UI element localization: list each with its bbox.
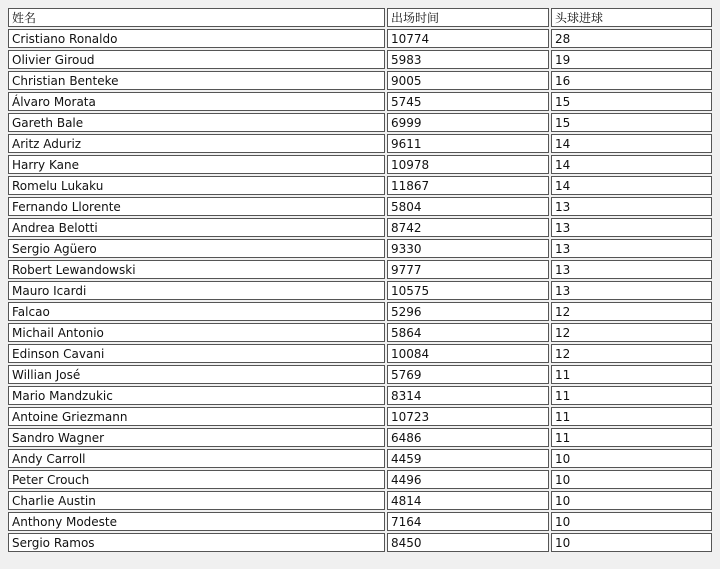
cell-headed-goals: 11 (551, 365, 712, 384)
table-row (8, 407, 712, 426)
cell-player-name: Sergio Ramos (8, 533, 385, 552)
cell-headed-goals: 11 (551, 407, 712, 426)
cell-minutes: 10978 (387, 155, 549, 174)
table-row (8, 323, 712, 342)
table-row (8, 428, 712, 447)
cell-headed-goals: 15 (551, 92, 712, 111)
cell-player-name: Harry Kane (8, 155, 385, 174)
column-header-minutes: 出场时间 (387, 8, 549, 27)
cell-player-name: Andy Carroll (8, 449, 385, 468)
cell-minutes: 9330 (387, 239, 549, 258)
cell-headed-goals: 12 (551, 302, 712, 321)
cell-minutes: 10774 (387, 29, 549, 48)
cell-minutes: 9777 (387, 260, 549, 279)
cell-headed-goals: 15 (551, 113, 712, 132)
cell-headed-goals: 13 (551, 218, 712, 237)
cell-headed-goals: 12 (551, 323, 712, 342)
cell-headed-goals: 11 (551, 428, 712, 447)
cell-player-name: Michail Antonio (8, 323, 385, 342)
cell-minutes: 9005 (387, 71, 549, 90)
table-row (8, 386, 712, 405)
cell-player-name: Romelu Lukaku (8, 176, 385, 195)
table-row (8, 155, 712, 174)
cell-headed-goals: 16 (551, 71, 712, 90)
cell-headed-goals: 11 (551, 386, 712, 405)
table-row (8, 29, 712, 48)
table-row (8, 113, 712, 132)
table-row (8, 50, 712, 69)
cell-minutes: 9611 (387, 134, 549, 153)
cell-headed-goals: 10 (551, 470, 712, 489)
table-row (8, 365, 712, 384)
cell-player-name: Edinson Cavani (8, 344, 385, 363)
cell-headed-goals: 13 (551, 281, 712, 300)
column-header-name: 姓名 (8, 8, 385, 27)
cell-player-name: Gareth Bale (8, 113, 385, 132)
table-row (8, 71, 712, 90)
table-row (8, 197, 712, 216)
cell-minutes: 6486 (387, 428, 549, 447)
cell-player-name: Sergio Agüero (8, 239, 385, 258)
data-table (6, 6, 714, 554)
cell-player-name: Robert Lewandowski (8, 260, 385, 279)
cell-player-name: Aritz Aduriz (8, 134, 385, 153)
table-row (8, 344, 712, 363)
table-row (8, 491, 712, 510)
table-row (8, 218, 712, 237)
table-row (8, 176, 712, 195)
cell-player-name: Anthony Modeste (8, 512, 385, 531)
cell-player-name: Mauro Icardi (8, 281, 385, 300)
cell-minutes: 5296 (387, 302, 549, 321)
cell-headed-goals: 14 (551, 134, 712, 153)
table-row (8, 470, 712, 489)
cell-minutes: 6999 (387, 113, 549, 132)
table-row (8, 134, 712, 153)
table-container (6, 6, 714, 554)
cell-minutes: 10084 (387, 344, 549, 363)
cell-minutes: 7164 (387, 512, 549, 531)
cell-minutes: 8742 (387, 218, 549, 237)
cell-minutes: 4814 (387, 491, 549, 510)
cell-minutes: 11867 (387, 176, 549, 195)
cell-minutes: 4496 (387, 470, 549, 489)
cell-player-name: Falcao (8, 302, 385, 321)
cell-headed-goals: 10 (551, 449, 712, 468)
cell-minutes: 5983 (387, 50, 549, 69)
cell-headed-goals: 13 (551, 197, 712, 216)
cell-minutes: 8450 (387, 533, 549, 552)
cell-player-name: Olivier Giroud (8, 50, 385, 69)
cell-minutes: 5745 (387, 92, 549, 111)
table-row (8, 512, 712, 531)
cell-minutes: 4459 (387, 449, 549, 468)
table-row (8, 260, 712, 279)
cell-minutes: 5769 (387, 365, 549, 384)
cell-player-name: Christian Benteke (8, 71, 385, 90)
table-row (8, 302, 712, 321)
cell-minutes: 10723 (387, 407, 549, 426)
cell-player-name: Peter Crouch (8, 470, 385, 489)
cell-minutes: 5864 (387, 323, 549, 342)
cell-headed-goals: 19 (551, 50, 712, 69)
table-row (8, 533, 712, 552)
cell-headed-goals: 10 (551, 512, 712, 531)
cell-player-name: Cristiano Ronaldo (8, 29, 385, 48)
cell-player-name: Andrea Belotti (8, 218, 385, 237)
cell-headed-goals: 10 (551, 491, 712, 510)
cell-player-name: Antoine Griezmann (8, 407, 385, 426)
cell-headed-goals: 28 (551, 29, 712, 48)
cell-minutes: 10575 (387, 281, 549, 300)
cell-player-name: Charlie Austin (8, 491, 385, 510)
cell-headed-goals: 13 (551, 260, 712, 279)
cell-minutes: 8314 (387, 386, 549, 405)
cell-headed-goals: 12 (551, 344, 712, 363)
table-row (8, 92, 712, 111)
cell-player-name: Álvaro Morata (8, 92, 385, 111)
cell-headed-goals: 10 (551, 533, 712, 552)
cell-minutes: 5804 (387, 197, 549, 216)
table-row (8, 449, 712, 468)
cell-headed-goals: 13 (551, 239, 712, 258)
cell-player-name: Fernando Llorente (8, 197, 385, 216)
cell-player-name: Willian José (8, 365, 385, 384)
cell-player-name: Mario Mandzukic (8, 386, 385, 405)
cell-headed-goals: 14 (551, 176, 712, 195)
column-header-headed-goals: 头球进球 (551, 8, 712, 27)
table-row (8, 281, 712, 300)
cell-headed-goals: 14 (551, 155, 712, 174)
cell-player-name: Sandro Wagner (8, 428, 385, 447)
table-header-row (8, 8, 712, 27)
table-row (8, 239, 712, 258)
